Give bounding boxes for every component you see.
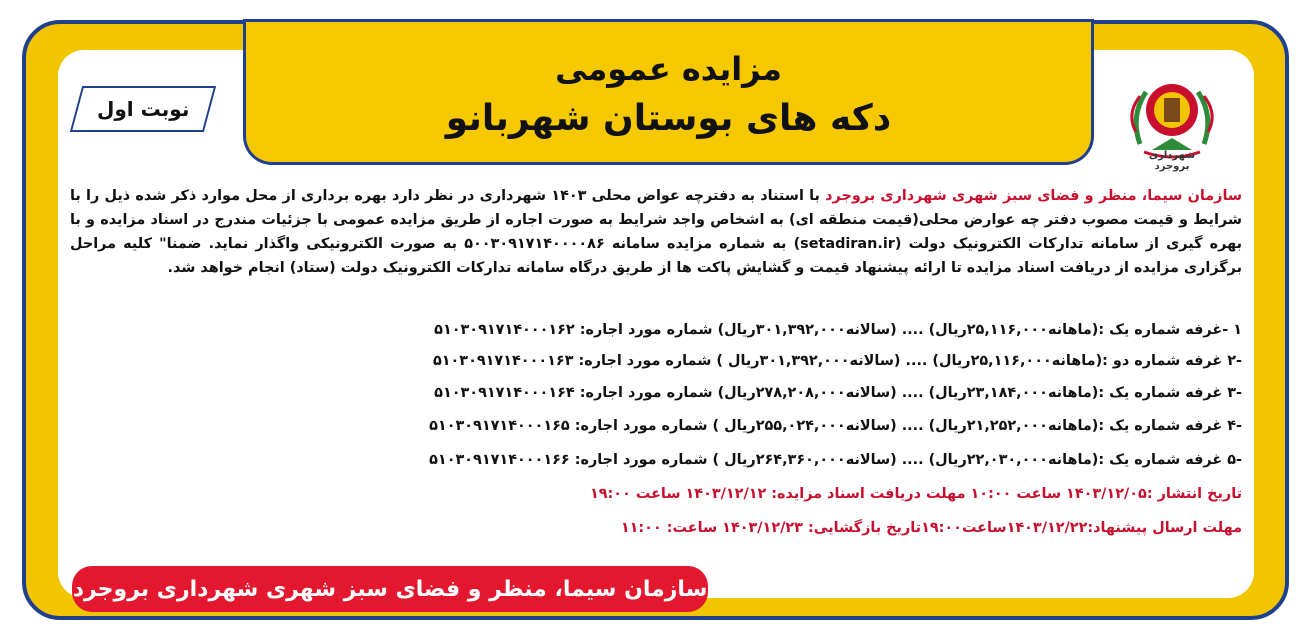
title-banner — [246, 22, 1091, 162]
booth-item-2: -۲ غرفه شماره دو :(ماهانه۲۵,۱۱۶,۰۰۰ریال) .... (سالانه۳۰۱,۳۹۲,۰۰۰ریال ) شماره مورد اجاره: ۵۱۰۳۰۹۱۷۱۴۰۰۰۱۶۳ — [432, 353, 1242, 369]
logo-caption: شهرداری بروجرد — [1148, 150, 1196, 172]
booth-item-3: -۳ غرفه شماره یک :(ماهانه۲۳,۱۸۴,۰۰۰ریال) .... (سالانه۲۷۸,۲۰۸,۰۰۰ریال) شماره مورد اجاره: ۵۱۰۳۰۹۱۷۱۴۰۰۰۱۶۴ — [434, 385, 1242, 401]
footer-organization-banner — [72, 566, 708, 612]
booth-item-4: -۴ غرفه شماره یک :(ماهانه۲۱,۲۵۲,۰۰۰ریال) .... (سالانه۲۵۵,۰۲۴,۰۰۰ریال ) شماره مورد اجاره: ۵۱۰۳۰۹۱۷۱۴۰۰۰۱۶۵ — [429, 418, 1242, 434]
notice-round-badge — [70, 86, 216, 132]
title-line-2: دکه های بوستان شهربانو — [445, 98, 892, 139]
publish-date-line: تاریخ انتشار :۱۴۰۳/۱۲/۰۵ ساعت ۱۰:۰۰ مهلت دریافت اسناد مزایده: ۱۴۰۳/۱۲/۱۲ ساعت ۱۹:۰۰ — [589, 486, 1242, 502]
intro-text: با استناد به دفترچه عواض محلی ۱۴۰۳ شهرداری در نظر دارد بهره برداری از محل موارد ذکر شده ذیل را با شرایط و قیمت مصوب دفتر چه عوارض محلی(قیمت منطقه ای) به اشخاص واجد شرایط به صورت اجاره از طریق مزایده عمومی با جزئیات مندرج در اسناد مزایده و با بهره گیری از سامانه تدارکات الکترونیک دولت (setadiran.ir) به شماره مزایده سامانه ۵۰۰۳۰۹۱۷۱۴۰۰۰۰۸۶ به صورت الکترونیکی واگذار نماید. ضمنا" کلیه مراحل برگزاری مزایده از دریافت اسناد مزایده تا ارائه پیشنهاد قیمت و گشایش پاکت ها از طریق درگاه سامانه تدارکات الکترونیک دولت (ستاد) انجام خواهد شد. — [70, 188, 1242, 276]
intro-paragraph — [70, 184, 1242, 280]
intro-organization: سازمان سیما، منظر و فضای سبز شهری شهرداری بروجرد — [825, 188, 1243, 204]
footer-organization-text: سازمان سیما، منظر و فضای سبز شهری شهرداری بروجرد — [72, 576, 708, 602]
notice-round-label: نوبت اول — [96, 97, 190, 121]
submission-date-line: مهلت ارسال پیشنهاد:۱۴۰۳/۱۲/۲۲ساعت۱۹:۰۰تاریخ بازگشایی: ۱۴۰۳/۱۲/۲۳ ساعت: ۱۱:۰۰ — [620, 520, 1242, 536]
title-line-1: مزایده عمومی — [555, 50, 782, 88]
booth-item-1: ۱ -غرفه شماره یک :(ماهانه۲۵,۱۱۶,۰۰۰ریال) .... (سالانه۳۰۱,۳۹۲,۰۰۰ریال) شماره مورد اجاره: ۵۱۰۳۰۹۱۷۱۴۰۰۰۱۶۲ — [434, 322, 1242, 338]
booth-item-5: -۵ غرفه شماره یک :(ماهانه۲۲,۰۳۰,۰۰۰ریال) .... (سالانه۲۶۴,۳۶۰,۰۰۰ریال ) شماره مورد اجاره: ۵۱۰۳۰۹۱۷۱۴۰۰۰۱۶۶ — [429, 452, 1242, 468]
